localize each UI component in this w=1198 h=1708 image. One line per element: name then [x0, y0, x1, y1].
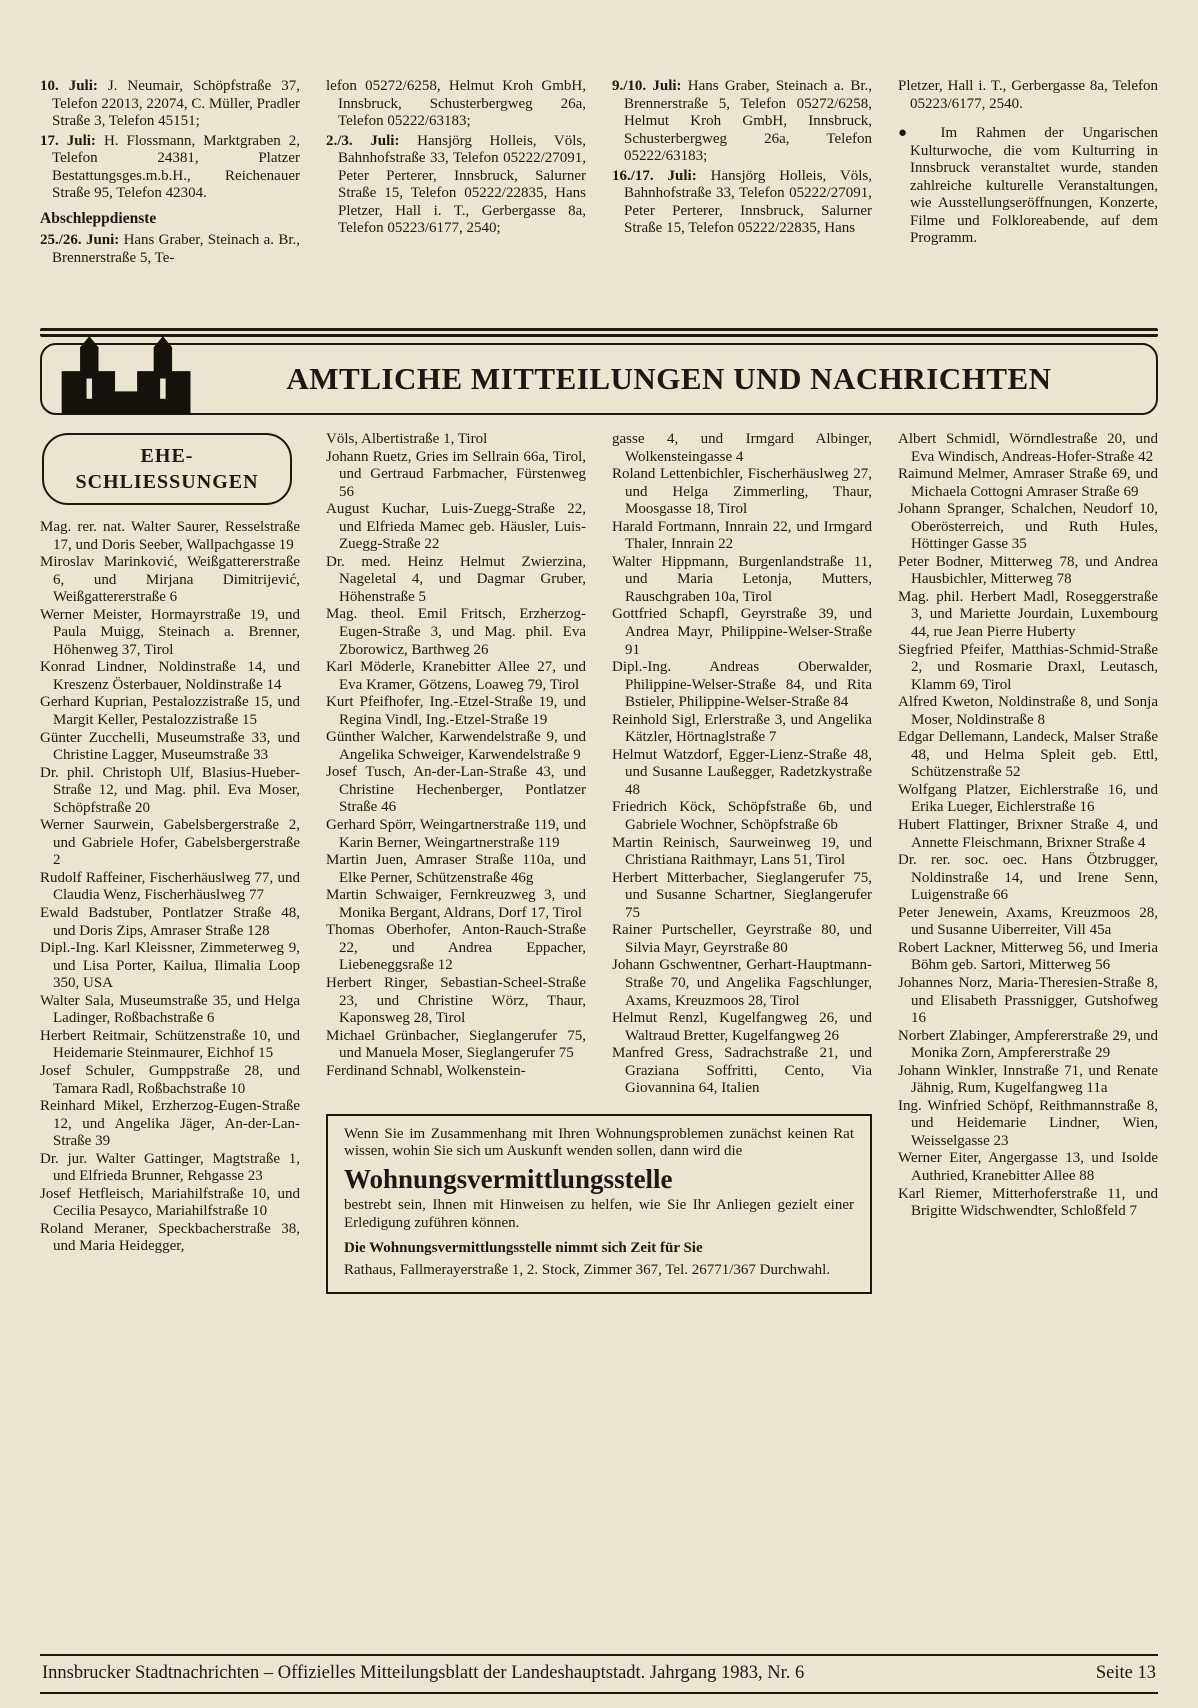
housing-bold-line: Die Wohnungsvermittlungsstelle nimmt sich Zeit für Sie — [344, 1239, 703, 1256]
top-entry — [40, 133, 300, 203]
top-column-1 — [40, 78, 300, 318]
entry-text: Hans Graber, Steinach a. Br., Brennerstraße 5, Te- — [52, 231, 300, 266]
banner-box — [40, 343, 1158, 415]
entry-lead: 2./3. Juli: — [326, 132, 400, 149]
marriage-entry: Rudolf Raffeiner, Fischerhäuslweg 77, und Claudia Wenz, Fischerhäuslweg 77 — [40, 869, 300, 904]
marriage-entry: Herbert Reitmair, Schützenstraße 10, und Heidemarie Steinmaurer, Eichhof 15 — [40, 1027, 300, 1062]
housing-body: bestrebt sein, Ihnen mit Hinweisen zu helfen, wie Sie Ihr Anliegen gezielt einer Erledigung zuführen können. — [344, 1197, 854, 1231]
entry-text: lefon 05272/6258, Helmut Kroh GmbH, Innsbruck, Schusterbergweg 26a, Telefon 05222/63183; — [326, 78, 586, 130]
housing-title: Wohnungsvermittlungsstelle — [344, 1163, 673, 1194]
marriage-entry: Helmut Watzdorf, Egger-Lienz-Straße 48, und Susanne Laußegger, Radetzkystraße 48 — [612, 746, 872, 798]
marriage-entry: Josef Tusch, An-der-Lan-Straße 43, und Christine Hechenberger, Pontlatzer Straße 46 — [326, 764, 586, 816]
marriage-entry: Mag. theol. Emil Fritsch, Erzherzog-Eugen-Straße 3, und Mag. phil. Eva Zborowicz, Barthweg 26 — [326, 606, 586, 658]
footer-page-number: Seite 13 — [1095, 1663, 1156, 1683]
marriage-entry: Johannes Norz, Maria-Theresien-Straße 8, und Elisabeth Prassnigger, Gutshofweg 16 — [898, 974, 1158, 1027]
marriage-entry: Dipl.-Ing. Karl Kleissner, Zimmeterweg 9, und Lisa Porter, Kailua, Ilimalia Loop 350, USA — [40, 940, 300, 992]
marriage-entry: Roland Meraner, Speckbacherstraße 38, und Maria Heidegger, — [40, 1220, 300, 1255]
entry-text: Hansjörg Holleis, Völs, Bahnhofstraße 33, Telefon 05222/27091, Peter Perterer, Innsbruck, Salurner Straße 15, Telefon 05222/22835, Hans — [624, 167, 872, 237]
marriage-entry: August Kuchar, Luis-Zuegg-Straße 22, und Elfrieda Mamec geb. Häusler, Luis-Zuegg-Straße 22 — [326, 501, 586, 553]
top-entry — [612, 168, 872, 238]
marriage-entry: Wolfgang Platzer, Eichlerstraße 16, und Erika Lueger, Eichlerstraße 16 — [898, 781, 1158, 816]
marriage-entry: Thomas Oberhofer, Anton-Rauch-Straße 22, und Andrea Eppacher, Liebeneggsraße 12 — [326, 922, 586, 974]
marriage-entry: Dr. jur. Walter Gattinger, Magtstraße 1, und Elfrieda Brunner, Rehgasse 23 — [40, 1150, 300, 1185]
marriage-entry: Johann Winkler, Innstraße 71, und Renate Jähnig, Rum, Kugelfangweg 11a — [898, 1062, 1158, 1097]
top-entry — [612, 78, 872, 166]
marriage-entry: Werner Saurwein, Gabelsbergerstraße 2, und Gabriele Hofer, Gabelsbergerstraße 2 — [40, 817, 300, 869]
footer-masthead-text: Innsbrucker Stadtnachrichten – Offizielles Mitteilungsblatt der Landeshauptstadt. Jahrgang 1983, Nr. 6 — [42, 1663, 805, 1683]
marriage-entry: Gottfried Schapfl, Geyrstraße 39, und Andrea Mayr, Philippine-Welser-Straße 91 — [612, 606, 872, 658]
marriage-entry: Michael Grünbacher, Sieglangerufer 75, und Manuela Moser, Sieglangerufer 75 — [326, 1027, 586, 1062]
top-entry — [898, 125, 1158, 248]
top-text-section — [40, 78, 1158, 318]
entry-lead: 17. Juli: — [40, 132, 96, 149]
marriages-heading-line2: SCHLIESSUNGEN — [75, 471, 259, 493]
marriage-entry: Völs, Albertistraße 1, Tirol — [326, 431, 488, 447]
entry-text: J. Neumair, Schöpfstraße 37, Telefon 22013, 22074, C. Müller, Pradler Straße 3, Telefon 45151; — [52, 78, 300, 130]
marriages-column-2 — [326, 431, 586, 1098]
marriage-entry: Hubert Flattinger, Brixner Straße 4, und Annette Fleischmann, Brixner Straße 4 — [898, 817, 1158, 851]
marriage-entry: Reinhard Mikel, Erzherzog-Eugen-Straße 12, und Angelika Jäger, An-der-Lan-Straße 39 — [40, 1098, 300, 1150]
top-entry — [40, 232, 300, 267]
banner-title: AMTLICHE MITTEILUNGEN UND NACHRICHTEN — [286, 361, 1052, 396]
marriage-entry: Dr. rer. soc. oec. Hans Ötzbrugger, Noldinstraße 14, und Irene Senn, Luigenstraße 66 — [898, 852, 1158, 904]
marriage-entry: Günter Zucchelli, Museumstraße 33, und Christine Lagger, Museumstraße 33 — [40, 729, 300, 764]
marriage-entry: Gerhard Spörr, Weingartnerstraße 119, und Karin Berner, Weingartnerstraße 119 — [326, 817, 586, 851]
marriage-entry: Siegfried Pfeifer, Matthias-Schmid-Straße 2, und Rosmarie Draxl, Leutasch, Klamm 69, Tirol — [898, 641, 1158, 693]
marriages-section — [40, 431, 1158, 1642]
marriages-column-1 — [40, 431, 300, 1642]
marriage-entry: Josef Hetfleisch, Mariahilfstraße 10, und Cecilia Pesayco, Mariahilfstraße 10 — [40, 1185, 300, 1220]
top-column-3 — [612, 78, 872, 318]
marriage-entry: Mag. rer. nat. Walter Saurer, Resselstraße 17, und Doris Seeber, Wallpachgasse 19 — [40, 519, 300, 553]
marriage-entry: Herbert Ringer, Sebastian-Scheel-Straße 23, und Christine Wörz, Thaur, Kaponsweg 28, Tirol — [326, 974, 586, 1027]
entry-lead: 16./17. Juli: — [612, 167, 697, 184]
marriages-column-3 — [612, 431, 872, 1098]
entry-lead: Abschleppdienste — [40, 209, 157, 227]
marriages-heading-box — [42, 433, 292, 505]
marriage-entry: Johann Spranger, Schalchen, Neudorf 10, Oberösterreich, und Ruth Hules, Höttinger Gasse 35 — [898, 501, 1158, 553]
housing-address: Rathaus, Fallmerayerstraße 1, 2. Stock, Zimmer 367, Tel. 26771/367 Durchwahl. — [344, 1262, 831, 1279]
marriage-entry: Walter Sala, Museumstraße 35, und Helga Ladinger, Roßbachstraße 6 — [40, 992, 300, 1027]
entry-lead: 9./10. Juli: — [612, 78, 682, 94]
entry-text: H. Flossmann, Marktgraben 2, Telefon 24381, Platzer Bestattungsges.m.b.H., Reichenauer Straße 95, Telefon 42304. — [52, 132, 300, 202]
housing-office-box — [326, 1114, 872, 1294]
marriage-entry: Dr. med. Heinz Helmut Zwierzina, Nageletal 4, und Dagmar Gruber, Höhenstraße 5 — [326, 553, 586, 605]
top-column-2 — [326, 78, 586, 318]
marriages-entries-1 — [40, 519, 300, 1256]
marriage-entry: Konrad Lindner, Noldinstraße 14, und Kreszenz Österbauer, Noldinstraße 14 — [40, 659, 300, 693]
marriage-entry: Robert Lackner, Mitterweg 56, und Imeria Böhm geb. Sartori, Mitterweg 56 — [898, 939, 1158, 974]
official-announcements-banner — [40, 328, 1158, 415]
marriage-entry: Werner Meister, Hormayrstraße 19, und Paula Muigg, Steinach a. Brenner, Höhenweg 37, Tirol — [40, 606, 300, 658]
top-entry — [326, 133, 586, 238]
marriage-entry: Friedrich Köck, Schöpfstraße 6b, und Gabriele Wochner, Schöpfstraße 6b — [612, 799, 872, 834]
marriages-heading-line1: EHE- — [140, 445, 194, 467]
marriage-entry: Martin Schwaiger, Fernkreuzweg 3, und Monika Bergant, Aldrans, Dorf 17, Tirol — [326, 887, 586, 921]
marriage-entry: Rainer Purtscheller, Geyrstraße 80, und Silvia Mayr, Geyrstraße 80 — [612, 922, 872, 956]
marriage-entry: Albert Schmidl, Wörndlestraße 20, und Eva Windisch, Andreas-Hofer-Straße 42 — [898, 431, 1158, 465]
marriage-entry: Walter Hippmann, Burgenlandstraße 11, und Maria Letonja, Mutters, Rauschgraben 10a, Tirol — [612, 553, 872, 605]
top-entry — [40, 78, 300, 131]
top-entry — [40, 210, 300, 228]
city-buildings-emblem-icon — [58, 329, 196, 417]
marriage-entry: Dr. phil. Christoph Ulf, Blasius-Hueber-Straße 12, und Mag. phil. Eva Moser, Schöpfstraße 20 — [40, 764, 300, 816]
marriage-entry: Josef Schuler, Gumppstraße 28, und Tamara Radl, Roßbachstraße 10 — [40, 1062, 300, 1097]
housing-intro: Wenn Sie im Zusammenhang mit Ihren Wohnungsproblemen zunächst keinen Rat wissen, wohin Sie sich um Auskunft wenden sollen, dann wird die — [344, 1125, 854, 1160]
marriage-entry: Edgar Dellemann, Landeck, Malser Straße 48, und Helma Spleit geb. Ettl, Schützenstraße 52 — [898, 729, 1158, 781]
marriage-entry: Martin Juen, Amraser Straße 110a, und Elke Perner, Schützenstraße 46g — [326, 852, 586, 886]
marriages-column-4 — [898, 431, 1158, 1642]
marriage-entry: Martin Reinisch, Saurweinweg 19, und Christiana Raithmayr, Lans 51, Tirol — [612, 834, 872, 869]
entry-text: Hansjörg Holleis, Völs, Bahnhofstraße 33, Telefon 05222/27091, Peter Perterer, Innsbruck, Salurner Straße 15, Telefon 05222/22835, Hans Pletzer, Hall i. T., Gerbergasse 8a, Telefon 05223/6177, 2540; — [338, 132, 586, 237]
marriage-entry: Gerhard Kuprian, Pestalozzistraße 15, und Margit Keller, Pestalozzistraße 15 — [40, 694, 300, 729]
marriage-entry: Ing. Winfried Schöpf, Reithmannstraße 8, und Heidemarie Lindner, Wien, Weisselgasse 23 — [898, 1097, 1158, 1149]
marriage-entry: Herbert Mitterbacher, Sieglangerufer 75, und Susanne Schartner, Sieglangerufer 75 — [612, 869, 872, 921]
marriage-entry: Günther Walcher, Karwendelstraße 9, und Angelika Schweiger, Karwendelstraße 9 — [326, 729, 586, 763]
marriage-entry: Peter Jenewein, Axams, Kreuzmoos 28, und Susanne Uiberreiter, Vill 45a — [898, 904, 1158, 939]
marriage-entry: Alfred Kweton, Noldinstraße 8, und Sonja Moser, Noldinstraße 8 — [898, 694, 1158, 728]
marriage-entry: Karl Riemer, Mitterhoferstraße 11, und Brigitte Widschwendter, Schloßfeld 7 — [898, 1185, 1158, 1220]
marriage-entry: Roland Lettenbichler, Fischerhäuslweg 27, und Helga Zimmerling, Thaur, Moosgasse 18, Tirol — [612, 466, 872, 518]
marriage-entry: Karl Möderle, Kranebitter Allee 27, und Eva Kramer, Götzens, Loaweg 79, Tirol — [326, 659, 586, 693]
entry-lead: 10. Juli: — [40, 78, 98, 94]
marriage-entry: Kurt Pfeifhofer, Ing.-Etzel-Straße 19, und Regina Vindl, Ing.-Etzel-Straße 19 — [326, 694, 586, 728]
marriage-entry: Helmut Renzl, Kugelfangweg 26, und Waltraud Bretter, Kugelfangweg 26 — [612, 1010, 872, 1044]
banner-double-rule — [40, 328, 1158, 337]
top-column-4 — [898, 78, 1158, 318]
marriage-entry: Werner Eiter, Angergasse 13, und Isolde Authried, Kranebitter Allee 88 — [898, 1150, 1158, 1184]
marriage-entry: Ferdinand Schnabl, Wolkenstein- — [326, 1062, 526, 1079]
entry-text: Hans Graber, Steinach a. Br., Brennerstraße 5, Telefon 05272/6258, Helmut Kroh GmbH, Innsbruck, Schusterbergweg 26a, Telefon 05222/63183; — [624, 78, 872, 165]
marriage-entry: Johann Gschwentner, Gerhart-Hauptmann-Straße 70, und Angelika Fagschlunger, Axams, Kreuzmoos 28, Tirol — [612, 957, 872, 1009]
marriage-entry: Raimund Melmer, Amraser Straße 69, und Michaela Cottogni Amraser Straße 69 — [898, 466, 1158, 500]
marriage-entry: Mag. phil. Herbert Madl, Roseggerstraße 3, und Mariette Jourdain, Luxembourg 44, rue Jean Pierre Huberty — [898, 588, 1158, 641]
marriage-entry: Harald Fortmann, Innrain 22, und Irmgard Thaler, Innrain 22 — [612, 518, 872, 553]
marriage-entry: Ewald Badstuber, Pontlatzer Straße 48, und Doris Zips, Amraser Straße 128 — [40, 905, 300, 939]
marriage-entry: Reinhold Sigl, Erlerstraße 3, und Angelika Kätzler, Hörtnaglstraße 7 — [612, 711, 872, 746]
entry-text: Im Rahmen der Ungarischen Kulturwoche, die vom Kulturring in Innsbruck veranstaltet wurde, standen zahlreiche kulturelle Veranstaltungen, wie Ausstellungseröffnungen, Konzerte, Filme und Folkloreabende, auf dem Programm. — [910, 125, 1158, 247]
top-entry — [898, 78, 1158, 113]
entry-lead: 25./26. Juni: — [40, 231, 120, 248]
marriages-middle-columns — [326, 431, 872, 1642]
entry-text: Pletzer, Hall i. T., Gerbergasse 8a, Telefon 05223/6177, 2540. — [898, 78, 1158, 112]
marriage-entry: Peter Bodner, Mitterweg 78, und Andrea Hausbichler, Mitterweg 78 — [898, 553, 1158, 588]
marriages-entries-4 — [898, 431, 1158, 1221]
marriage-entry: Miroslav Marinković, Weißgattererstraße 6, und Mirjana Dimitrijević, Weißgattererstraße 6 — [40, 554, 300, 606]
page-footer — [40, 1654, 1158, 1694]
marriages-middle-text — [326, 431, 872, 1098]
marriage-entry: Manfred Gress, Sadrachstraße 21, und Graziana Soffritti, Cento, Via Giovannina 64, Italien — [612, 1045, 872, 1097]
marriage-entry: gasse 4, und Irmgard Albinger, Wolkensteingasse 4 — [612, 431, 872, 465]
marriage-entry: Dipl.-Ing. Andreas Oberwalder, Philippine-Welser-Straße 84, und Rita Bstieler, Philippine-Welser-Straße 84 — [612, 659, 872, 711]
marriage-entry: Johann Ruetz, Gries im Sellrain 66a, Tirol, und Gertraud Farbmacher, Fürstenweg 56 — [326, 448, 586, 500]
marriage-entry: Norbert Zlabinger, Ampfererstraße 29, und Monika Zorn, Ampfererstraße 29 — [898, 1027, 1158, 1062]
top-entry — [326, 78, 586, 131]
entry-lead: ● — [898, 125, 922, 142]
